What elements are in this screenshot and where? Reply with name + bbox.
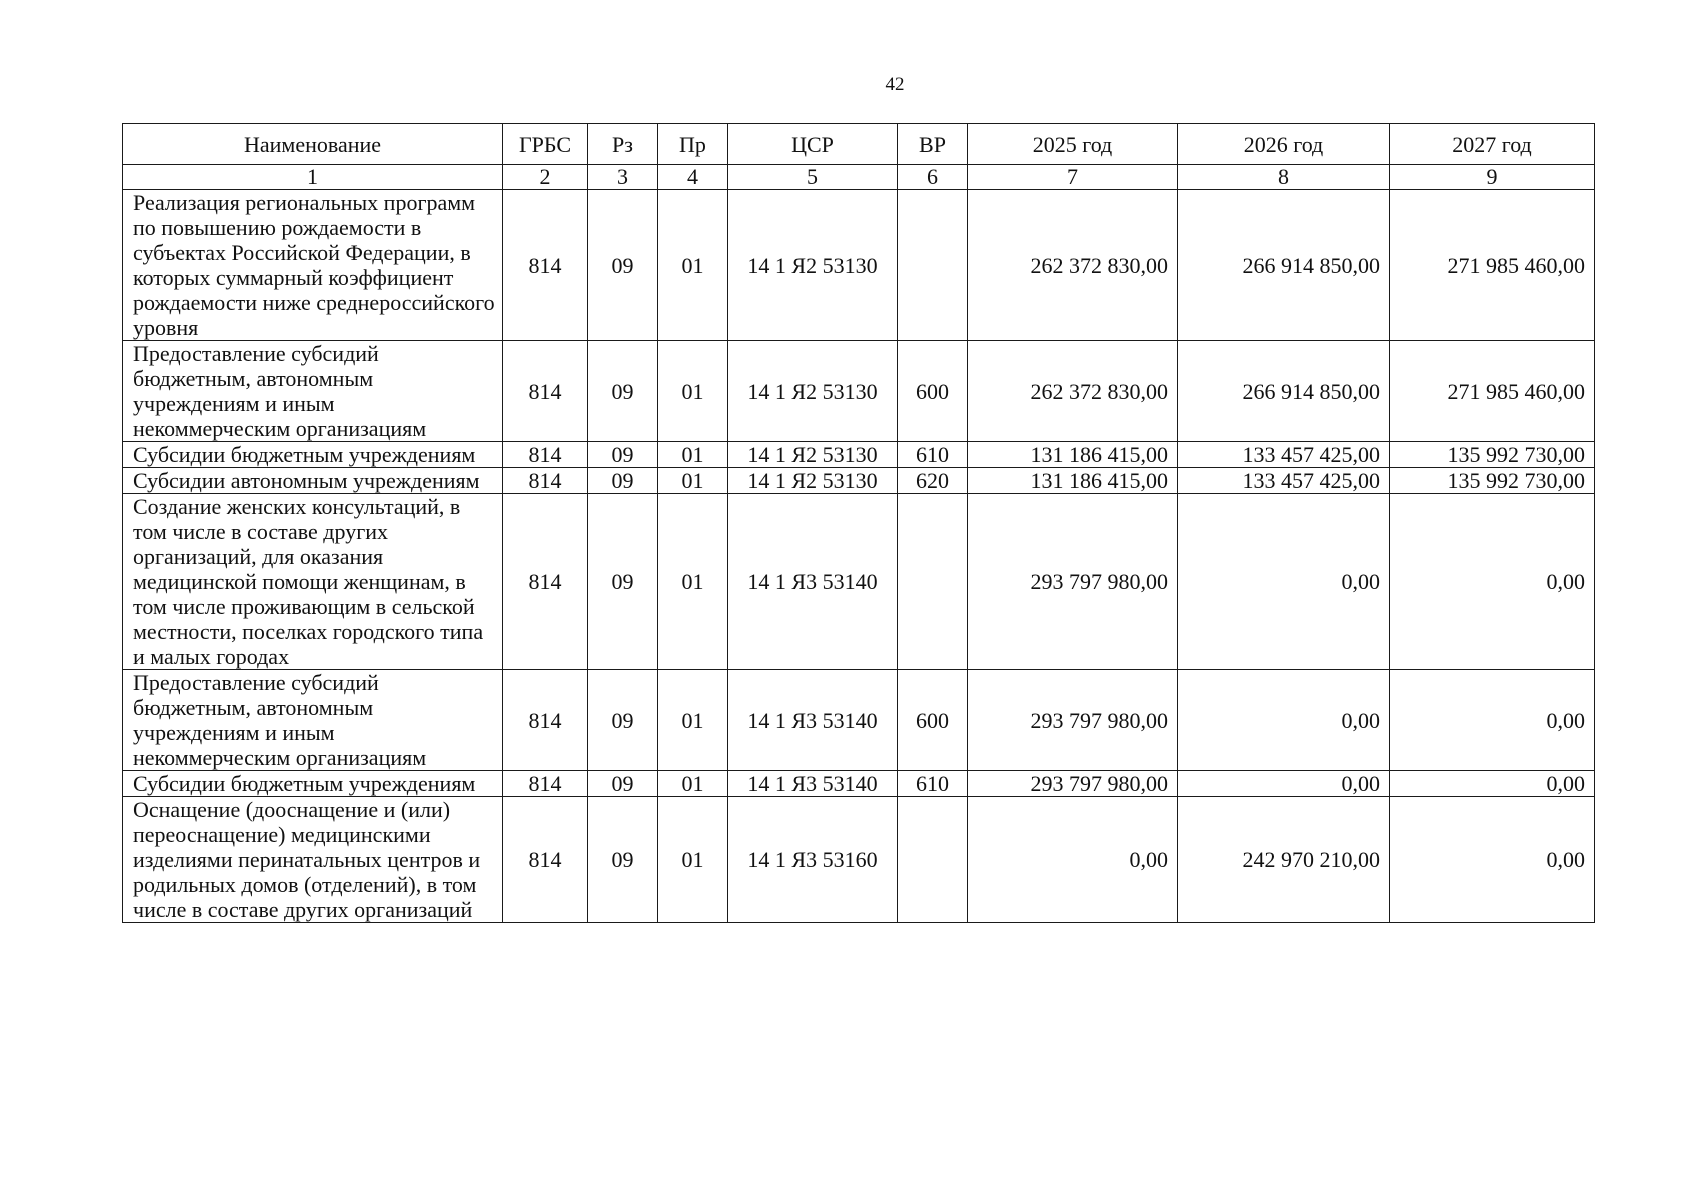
- row-csr: 14 1 Я2 53130: [728, 341, 898, 442]
- row-vr: [898, 190, 968, 341]
- row-amount-2026: 0,00: [1178, 494, 1390, 670]
- header-row: [123, 124, 1595, 165]
- row-name: Субсидии бюджетным учреждениям: [123, 442, 503, 468]
- column-number: 4: [658, 165, 728, 190]
- row-vr: 600: [898, 670, 968, 771]
- row-vr: 620: [898, 468, 968, 494]
- header-grbs: ГРБС: [503, 124, 588, 165]
- row-name: Оснащение (дооснащение и (или) переоснащение) медицинскими изделиями перинатальных центров и родильных домов (отделений), в том числе в составе других организаций: [123, 797, 503, 923]
- row-vr: 610: [898, 442, 968, 468]
- row-rz: 09: [588, 771, 658, 797]
- row-name: Предоставление субсидий бюджетным, автономным учреждениям и иным некоммерческим организациям: [123, 670, 503, 771]
- budget-table: [122, 123, 1595, 923]
- row-amount-2027: 271 985 460,00: [1390, 190, 1595, 341]
- row-grbs: 814: [503, 468, 588, 494]
- row-csr: 14 1 Я2 53130: [728, 190, 898, 341]
- row-amount-2026: 133 457 425,00: [1178, 468, 1390, 494]
- row-amount-2025: 131 186 415,00: [968, 468, 1178, 494]
- row-name: Создание женских консультаций, в том числе в составе других организаций, для оказания медицинской помощи женщинам, в том числе проживающим в сельской местности, поселках городского типа и малых городах: [123, 494, 503, 670]
- page-number: 42: [885, 74, 905, 95]
- table-row: [123, 494, 1595, 670]
- row-pr: 01: [658, 670, 728, 771]
- row-pr: 01: [658, 442, 728, 468]
- header-2026: 2026 год: [1178, 124, 1390, 165]
- row-csr: 14 1 Я2 53130: [728, 442, 898, 468]
- row-rz: 09: [588, 190, 658, 341]
- header-pr: Пр: [658, 124, 728, 165]
- header-2027: 2027 год: [1390, 124, 1595, 165]
- row-amount-2026: 133 457 425,00: [1178, 442, 1390, 468]
- header-vr: ВР: [898, 124, 968, 165]
- row-amount-2027: 135 992 730,00: [1390, 468, 1595, 494]
- row-rz: 09: [588, 797, 658, 923]
- row-csr: 14 1 Я3 53140: [728, 771, 898, 797]
- column-number: 6: [898, 165, 968, 190]
- header-name: Наименование: [123, 124, 503, 165]
- row-csr: 14 1 Я3 53160: [728, 797, 898, 923]
- row-amount-2025: 0,00: [968, 797, 1178, 923]
- row-grbs: 814: [503, 190, 588, 341]
- row-vr: [898, 797, 968, 923]
- row-amount-2025: 131 186 415,00: [968, 442, 1178, 468]
- column-number: 8: [1178, 165, 1390, 190]
- column-number: 3: [588, 165, 658, 190]
- row-amount-2026: 0,00: [1178, 771, 1390, 797]
- row-amount-2025: 262 372 830,00: [968, 190, 1178, 341]
- row-rz: 09: [588, 468, 658, 494]
- table-row: [123, 797, 1595, 923]
- row-csr: 14 1 Я3 53140: [728, 494, 898, 670]
- row-pr: 01: [658, 341, 728, 442]
- row-amount-2026: 242 970 210,00: [1178, 797, 1390, 923]
- row-amount-2027: 0,00: [1390, 670, 1595, 771]
- column-number: 2: [503, 165, 588, 190]
- row-amount-2027: 0,00: [1390, 494, 1595, 670]
- row-name: Реализация региональных программ по повышению рождаемости в субъектах Российской Федерации, в которых суммарный коэффициент рождаемости ниже среднероссийского уровня: [123, 190, 503, 341]
- row-rz: 09: [588, 494, 658, 670]
- table-row: [123, 468, 1595, 494]
- row-amount-2025: 293 797 980,00: [968, 670, 1178, 771]
- table-row: [123, 190, 1595, 341]
- header-rz: Рз: [588, 124, 658, 165]
- row-pr: 01: [658, 771, 728, 797]
- row-amount-2027: 271 985 460,00: [1390, 341, 1595, 442]
- row-amount-2027: 0,00: [1390, 771, 1595, 797]
- row-pr: 01: [658, 797, 728, 923]
- table-row: [123, 341, 1595, 442]
- row-amount-2026: 266 914 850,00: [1178, 341, 1390, 442]
- row-grbs: 814: [503, 442, 588, 468]
- row-grbs: 814: [503, 797, 588, 923]
- row-amount-2027: 135 992 730,00: [1390, 442, 1595, 468]
- row-name: Субсидии бюджетным учреждениям: [123, 771, 503, 797]
- row-pr: 01: [658, 494, 728, 670]
- row-grbs: 814: [503, 670, 588, 771]
- row-rz: 09: [588, 670, 658, 771]
- row-amount-2027: 0,00: [1390, 797, 1595, 923]
- row-vr: [898, 494, 968, 670]
- table-row: [123, 670, 1595, 771]
- row-amount-2026: 0,00: [1178, 670, 1390, 771]
- row-name: Субсидии автономным учреждениям: [123, 468, 503, 494]
- row-rz: 09: [588, 442, 658, 468]
- table-row: [123, 442, 1595, 468]
- row-amount-2026: 266 914 850,00: [1178, 190, 1390, 341]
- column-number: 5: [728, 165, 898, 190]
- column-number: 9: [1390, 165, 1595, 190]
- row-csr: 14 1 Я3 53140: [728, 670, 898, 771]
- column-number-row: [123, 165, 1595, 190]
- table-row: [123, 771, 1595, 797]
- row-amount-2025: 262 372 830,00: [968, 341, 1178, 442]
- row-grbs: 814: [503, 341, 588, 442]
- row-rz: 09: [588, 341, 658, 442]
- row-pr: 01: [658, 468, 728, 494]
- row-grbs: 814: [503, 771, 588, 797]
- header-2025: 2025 год: [968, 124, 1178, 165]
- row-amount-2025: 293 797 980,00: [968, 494, 1178, 670]
- header-csr: ЦСР: [728, 124, 898, 165]
- row-name: Предоставление субсидий бюджетным, автономным учреждениям и иным некоммерческим организациям: [123, 341, 503, 442]
- row-vr: 610: [898, 771, 968, 797]
- row-csr: 14 1 Я2 53130: [728, 468, 898, 494]
- row-grbs: 814: [503, 494, 588, 670]
- column-number: 1: [123, 165, 503, 190]
- column-number: 7: [968, 165, 1178, 190]
- row-pr: 01: [658, 190, 728, 341]
- row-amount-2025: 293 797 980,00: [968, 771, 1178, 797]
- row-vr: 600: [898, 341, 968, 442]
